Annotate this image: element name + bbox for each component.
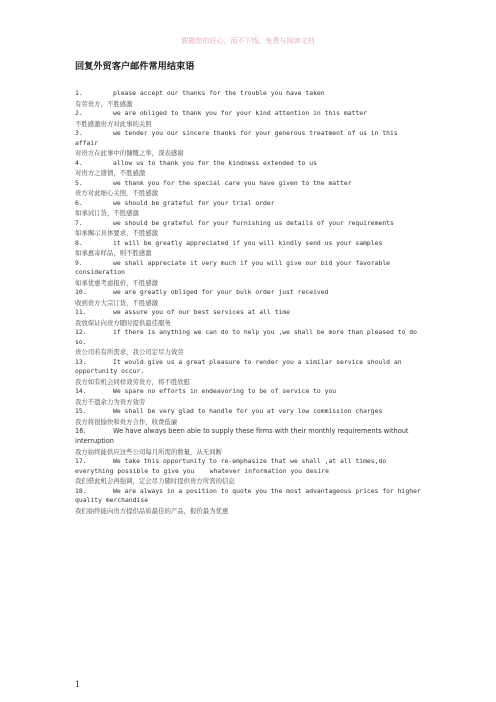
- chinese-translation: 如承优惠考虑报价，不胜感激: [75, 278, 159, 287]
- item-number: 17.: [75, 456, 87, 465]
- item-number: 3.: [75, 129, 83, 137]
- english-text: we should be grateful for your trial order: [113, 198, 275, 207]
- item-number: 4.: [75, 158, 83, 167]
- list-item: [75, 308, 423, 328]
- english-text: please accept our thanks for the trouble you have taken: [113, 89, 325, 97]
- chinese-translation: 对贵方在此事中的慷慨之举，深表感谢: [75, 149, 184, 158]
- chinese-translation: 对贵方之盛情，不胜感激: [75, 169, 146, 178]
- english-phrase: [75, 219, 423, 229]
- english-text: We spare no efforts in endeavoring to be of service to you: [113, 387, 337, 396]
- list-item: [75, 407, 423, 427]
- list-item: [75, 328, 423, 358]
- list-item: [75, 179, 423, 199]
- english-phrase: [75, 407, 423, 417]
- list-item: [75, 457, 423, 487]
- list-item: [75, 288, 423, 308]
- item-number: 15.: [75, 407, 87, 416]
- item-number: 11.: [75, 308, 87, 317]
- english-phrase: [75, 457, 423, 476]
- item-number: 6.: [75, 198, 83, 207]
- english-phrase: [75, 328, 423, 347]
- english-text: we are obliged to thank you for your kind attention in this matter: [113, 109, 367, 117]
- english-text: It would give us a great pleasure to render you a similar service should an opportunity occur.: [75, 357, 406, 376]
- list-item: [75, 219, 423, 239]
- chinese-translation: 我方不遗余力为贵方效劳: [75, 397, 146, 406]
- english-text: we thank you for the special care you have given to the matter: [113, 178, 352, 187]
- phrase-list: [75, 89, 423, 516]
- english-phrase: [75, 199, 423, 209]
- english-text: We shall be very glad to handle for you at very low commission charges: [113, 407, 383, 416]
- header-watermark: 跟随您的好心，而不下线，免费与阅读文档: [181, 37, 315, 45]
- english-phrase: [75, 487, 423, 506]
- english-text: We are always in a position to quote you the most advantageous prices for higher quality merchandise: [75, 486, 425, 505]
- english-text: it will be greatly appreciated if you will kindly send us your samples: [113, 238, 383, 247]
- chinese-translation: 我们借此机会再强调，定会尽力随时提供贵方所需的信息: [75, 477, 235, 486]
- item-number: 1.: [75, 89, 83, 97]
- english-phrase: [75, 427, 423, 446]
- list-item: [75, 358, 423, 388]
- list-item: [75, 387, 423, 407]
- item-number: 2.: [75, 109, 83, 117]
- item-number: 5.: [75, 178, 83, 187]
- list-item: [75, 259, 423, 289]
- item-number: 18.: [75, 486, 87, 495]
- english-text: We take this opportunity to re-emphasize that we shall ,at all times,do everything possible to give you whatever information you desire: [75, 456, 391, 475]
- english-text: we are greatly obliged for your bulk order just received: [113, 288, 329, 297]
- item-number: 12.: [75, 328, 87, 337]
- chinese-translation: 收到贵方大宗订货，不胜感激: [75, 298, 159, 307]
- chinese-translation: 贵公司若有所需求，我公司定尽力效劳: [75, 348, 184, 357]
- page-number: 1: [75, 680, 81, 689]
- chinese-translation: 我放保证向贵方随时提供最佳服务: [75, 318, 171, 327]
- english-text: we assure you of our best services at all time: [113, 308, 290, 317]
- page-title: 回复外贸客户邮件常用结束语: [75, 61, 195, 72]
- english-text: we tender you our sincere thanks for your generous treatment of us in this affair: [75, 129, 402, 147]
- document-body: [75, 58, 423, 516]
- item-number: 8.: [75, 238, 83, 247]
- english-phrase: [75, 129, 423, 148]
- item-number: 10.: [75, 288, 87, 297]
- english-text: we shall appreciate it very much if you will give our bid your favorable consideration: [75, 258, 394, 277]
- list-item: [75, 89, 423, 109]
- chinese-translation: 如承试订货，不胜感激: [75, 209, 139, 218]
- list-item: [75, 109, 423, 129]
- chinese-translation: 我方始终能供应这些公司每月所需的数量，从无间断: [75, 447, 222, 456]
- item-number: 9.: [75, 258, 83, 267]
- list-item: [75, 129, 423, 159]
- english-text: We have always been able to supply these firms with their monthly requirements without interruption: [75, 427, 411, 445]
- chinese-translation: 我方如有机会同样效劳贵方，将不胜欣慰: [75, 377, 191, 386]
- english-phrase: [75, 239, 423, 249]
- chinese-translation: 有劳贵方，不胜感激: [75, 99, 133, 108]
- chinese-translation: 如承惠寄样品，则不胜感激: [75, 249, 152, 258]
- english-phrase: [75, 358, 423, 377]
- list-item: [75, 487, 423, 517]
- item-number: 16.: [75, 427, 86, 436]
- chinese-translation: 不胜感激贵方对此事的关照: [75, 119, 152, 128]
- chinese-translation: 我方将很愉快和贵方合作，收费低廉: [75, 417, 178, 426]
- item-number: 13.: [75, 357, 87, 366]
- list-item: [75, 239, 423, 259]
- item-number: 7.: [75, 218, 83, 227]
- english-text: we should be grateful for your furnishing us details of your requirements: [113, 218, 394, 227]
- english-phrase: [75, 109, 423, 119]
- english-phrase: [75, 288, 423, 298]
- item-number: 14.: [75, 387, 87, 396]
- english-phrase: [75, 89, 423, 99]
- list-item: [75, 427, 423, 457]
- english-phrase: [75, 308, 423, 318]
- chinese-translation: 贵方对此细心关照，不胜感激: [75, 189, 159, 198]
- english-phrase: [75, 159, 423, 169]
- list-item: [75, 159, 423, 179]
- english-phrase: [75, 179, 423, 189]
- english-phrase: [75, 387, 423, 397]
- chinese-translation: 我们始终能向贵方提供品质最佳的产品，报价最为优惠: [75, 506, 229, 515]
- english-text: allow us to thank you for the kindness extended to us: [113, 158, 317, 167]
- chinese-translation: 如承赐示具体要求，不胜感激: [75, 229, 159, 238]
- english-text: if there is anything we can do to help you ,we shall be more than pleased to do so.: [75, 328, 421, 346]
- english-phrase: [75, 259, 423, 278]
- list-item: [75, 199, 423, 219]
